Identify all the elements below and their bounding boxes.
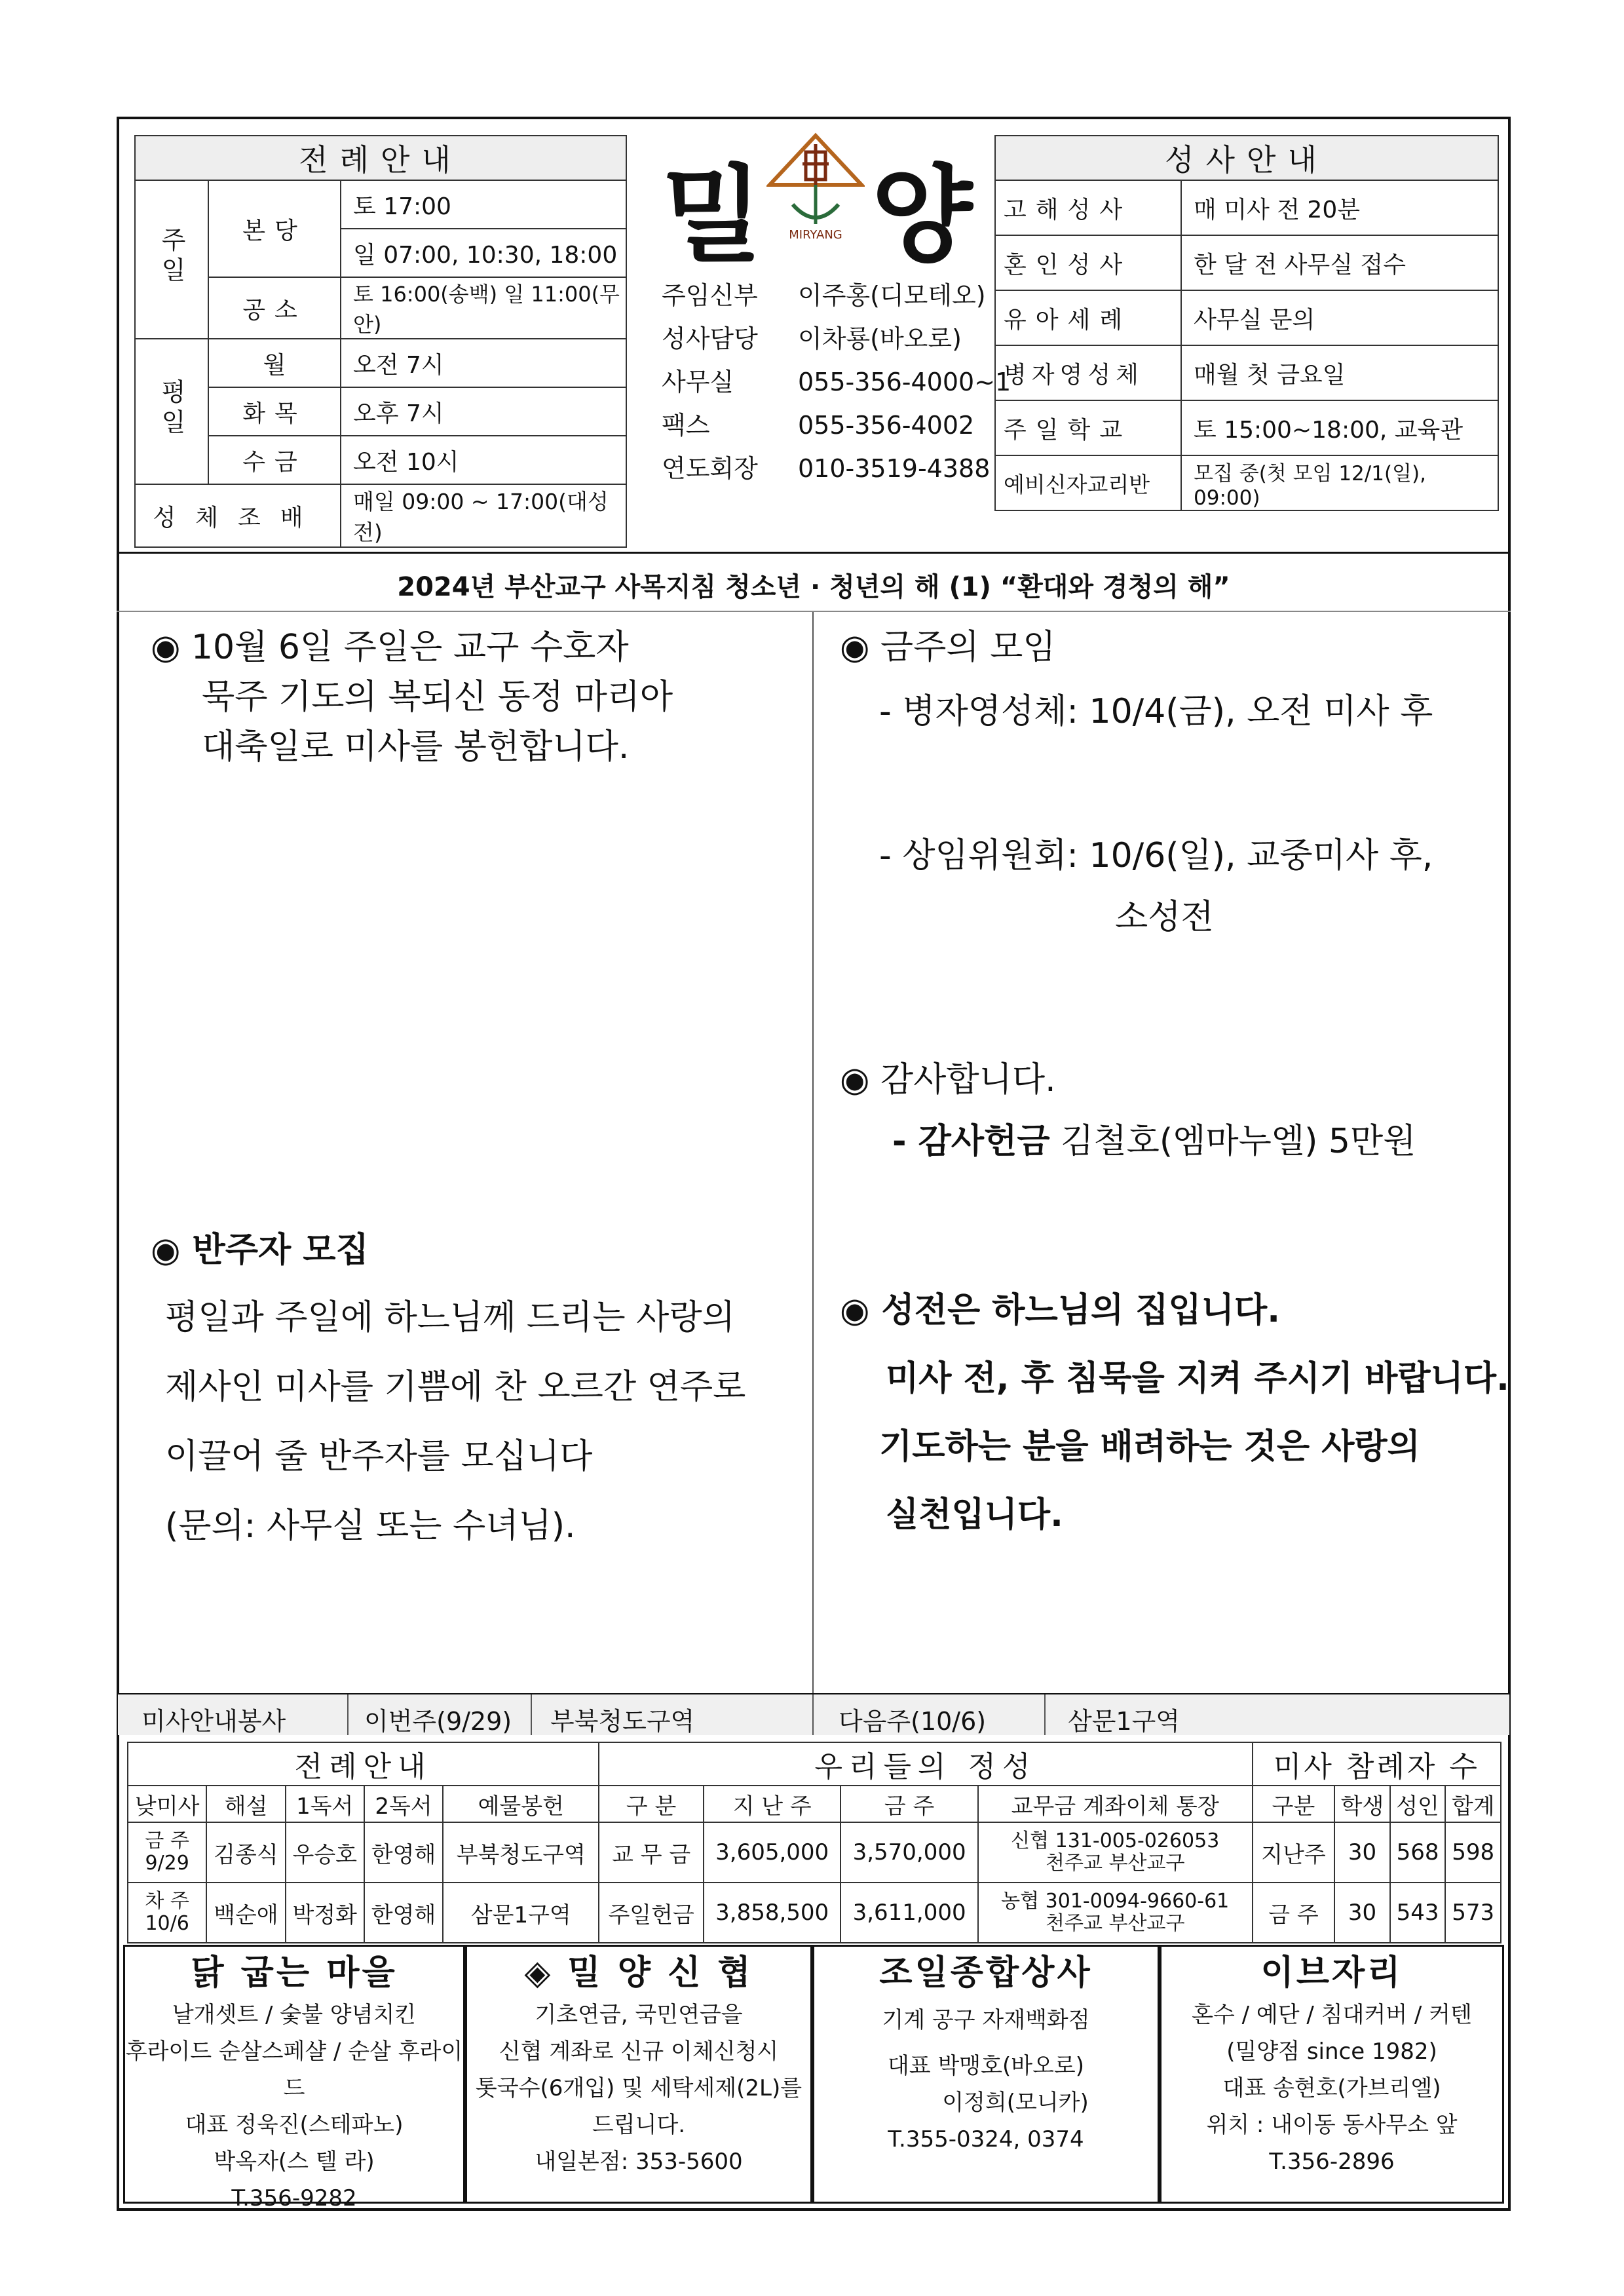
sacrament-value: 한 달 전 사무실 접수	[1181, 235, 1498, 290]
sacrament-key: 병자영성체	[995, 345, 1181, 400]
sacrament-key: 예비신자교리반	[995, 455, 1181, 510]
staff-row: 성사담당 이차룡(바오로)	[662, 324, 962, 353]
sacrament-value: 모집 중(첫 모임 12/1(일), 09:00)	[1181, 455, 1498, 510]
thanks-title: ◉ 감사합니다.	[840, 1060, 1056, 1100]
mon-time: 오전 7시	[341, 339, 626, 387]
ad-credit-union: ◈ 밀 양 신 협 기초연금, 국민연금을 신협 계좌로 신규 이체신청시 톳국수(6개입) 및 세탁세제(2L)를 드립니다. 내일본점: 353-5600	[465, 1945, 812, 2204]
adoration-time: 매일 09:00 ~ 17:00(대성전)	[341, 484, 626, 547]
sacrament-key: 주일학교	[995, 400, 1181, 455]
gongso-times: 토 16:00(송백) 일 11:00(무안)	[341, 277, 626, 339]
attendance-section-header: 미사 참례자 수	[1253, 1742, 1501, 1786]
wedfri-label: 수금	[208, 436, 341, 484]
gongso-label: 공소	[208, 277, 341, 339]
table-row: 차 주 10/6 백순애 박정화 한영해 삼문1구역 주일헌금 3,858,500 3,611,000 농협 301-0094-9660-61 천주교 부산교구 금 주 30 543 573	[128, 1883, 1501, 1943]
sacrament-value: 토 15:00~18:00, 교육관	[1181, 400, 1498, 455]
sacraments-table	[994, 135, 1499, 511]
column-headers: 낮미사 해설 1독서 2독서 예물봉헌 구 분 지 난 주 금 주 교무금 계좌이체 통장 구분 학생 성인 합계	[128, 1786, 1501, 1822]
schedule-header: 전례안내	[135, 136, 626, 180]
staff-info	[662, 274, 1011, 490]
weekly-info-table	[127, 1742, 1501, 1943]
tuethu-time: 오후 7시	[341, 387, 626, 436]
ad-hardware: 조일종합상사 기계 공구 자재백화점 대표 박맹호(바오로) 이정희(모니카) T.355-0324, 0374	[812, 1945, 1160, 2204]
sacrament-value: 매월 첫 금요일	[1181, 345, 1498, 400]
sacrament-value: 매 미사 전 20분	[1181, 180, 1498, 235]
wedfri-time: 오전 10시	[341, 436, 626, 484]
meetings-announcement: ◉ 금주의 모임 - 병자영성체: 10/4(금), 오전 미사 후 - 상임위원회: 10/6(일), 교중미사 후, 소성전	[840, 622, 1433, 942]
staff-row: 연도회장 010-3519-4388	[662, 454, 991, 483]
church-logo-icon	[766, 132, 865, 244]
accompanist-title: ◉ 반주자 모집	[151, 1231, 369, 1270]
divider	[117, 552, 1511, 554]
sacrament-value: 사무실 문의	[1181, 290, 1498, 345]
logo-caption: MIRYANG	[789, 228, 842, 242]
divider	[117, 611, 1511, 612]
feast-announcement: ◉ 10월 6일 주일은 교구 수호자 묵주 기도의 복되신 동정 마리아 대축일로 미사를 봉헌합니다.	[151, 628, 673, 767]
sunday-label: 주일	[157, 226, 186, 287]
church-etiquette: ◉ 성전은 하느님의 집입니다. 미사 전, 후 침묵을 지켜 주시기 바랍니다. 기도하는 분을 배려하는 것은 사랑의 실천입니다.	[840, 1291, 1509, 1535]
credit-union-logo-icon: ◈	[524, 1953, 568, 1993]
title-right: 양	[871, 154, 973, 277]
staff-row: 팩스 055-356-4002	[662, 411, 975, 440]
thanks-announcement: ◉ 감사합니다. - 감사헌금 김철호(엠마누엘) 5만원	[840, 1055, 1416, 1166]
staff-row: 주임신부 이주홍(디모테오)	[662, 281, 986, 310]
column-divider	[812, 612, 814, 1694]
offering-section-header: 우리들의 정성	[599, 1742, 1252, 1786]
accompanist-recruitment: ◉ 반주자 모집 평일과 주일에 하느님께 드리는 사랑의 제사인 미사를 기쁨에 찬 오르간 연주로 이끌어 줄 반주자를 모십니다 (문의: 사무실 또는 수녀님).	[151, 1217, 746, 1561]
sacrament-key: 고해성사	[995, 180, 1181, 235]
table-row: 금 주 9/29 김종식 우승호 한영해 부북청도구역 교 무 금 3,605,000 3,570,000 신협 131-005-026053 천주교 부산교구 지난주 30 568 598	[128, 1822, 1501, 1883]
next-week: 다음주(10/6)	[839, 1707, 987, 1736]
sacraments-header: 성사안내	[995, 136, 1498, 180]
this-group: 부북청도구역	[550, 1707, 695, 1736]
pastoral-theme: 2024년 부산교구 사목지침 청소년 · 청년의 해 (1) “환대와 경청의 해”	[397, 572, 1230, 602]
next-group: 삼문1구역	[1068, 1707, 1180, 1736]
title-left: 밀	[662, 154, 763, 277]
tuethu-label: 화목	[208, 387, 341, 436]
service-label: 미사안내봉사	[142, 1707, 286, 1736]
sat-time: 토 17:00	[341, 180, 626, 229]
liturgy-section-header: 전례안내	[128, 1742, 599, 1786]
liturgy-schedule-table	[134, 135, 627, 548]
sacrament-key: 유아세례	[995, 290, 1181, 345]
ad-bedding: 이브자리 혼수 / 예단 / 침대커버 / 커텐 (밀양점 since 1982) 대표 송현호(가브리엘) 위치 : 내이동 동사무소 앞 T.356-2896	[1160, 1945, 1504, 2204]
staff-row: 사무실 055-356-4000~1	[662, 368, 1011, 396]
adoration-label: 성체조배	[135, 484, 341, 547]
advertisements	[118, 1945, 1509, 2211]
this-week: 이번주(9/29)	[364, 1707, 512, 1736]
mon-label: 월	[208, 339, 341, 387]
sun-time: 일 07:00, 10:30, 18:00	[341, 229, 626, 277]
meetings-title: ◉ 금주의 모임	[840, 628, 1056, 667]
mass-guide-strip	[118, 1694, 1509, 1735]
sacrament-key: 혼인성사	[995, 235, 1181, 290]
main-church-label: 본당	[208, 180, 341, 277]
weekday-label: 평일	[157, 378, 186, 439]
ad-chicken: 닭 굽는 마을 날개셋트 / 숯불 양념치킨 후라이드 순살스페샬 / 순살 후라이드 대표 정욱진(스테파노) 박옥자(스 텔 라) T.356-9282	[123, 1945, 465, 2204]
